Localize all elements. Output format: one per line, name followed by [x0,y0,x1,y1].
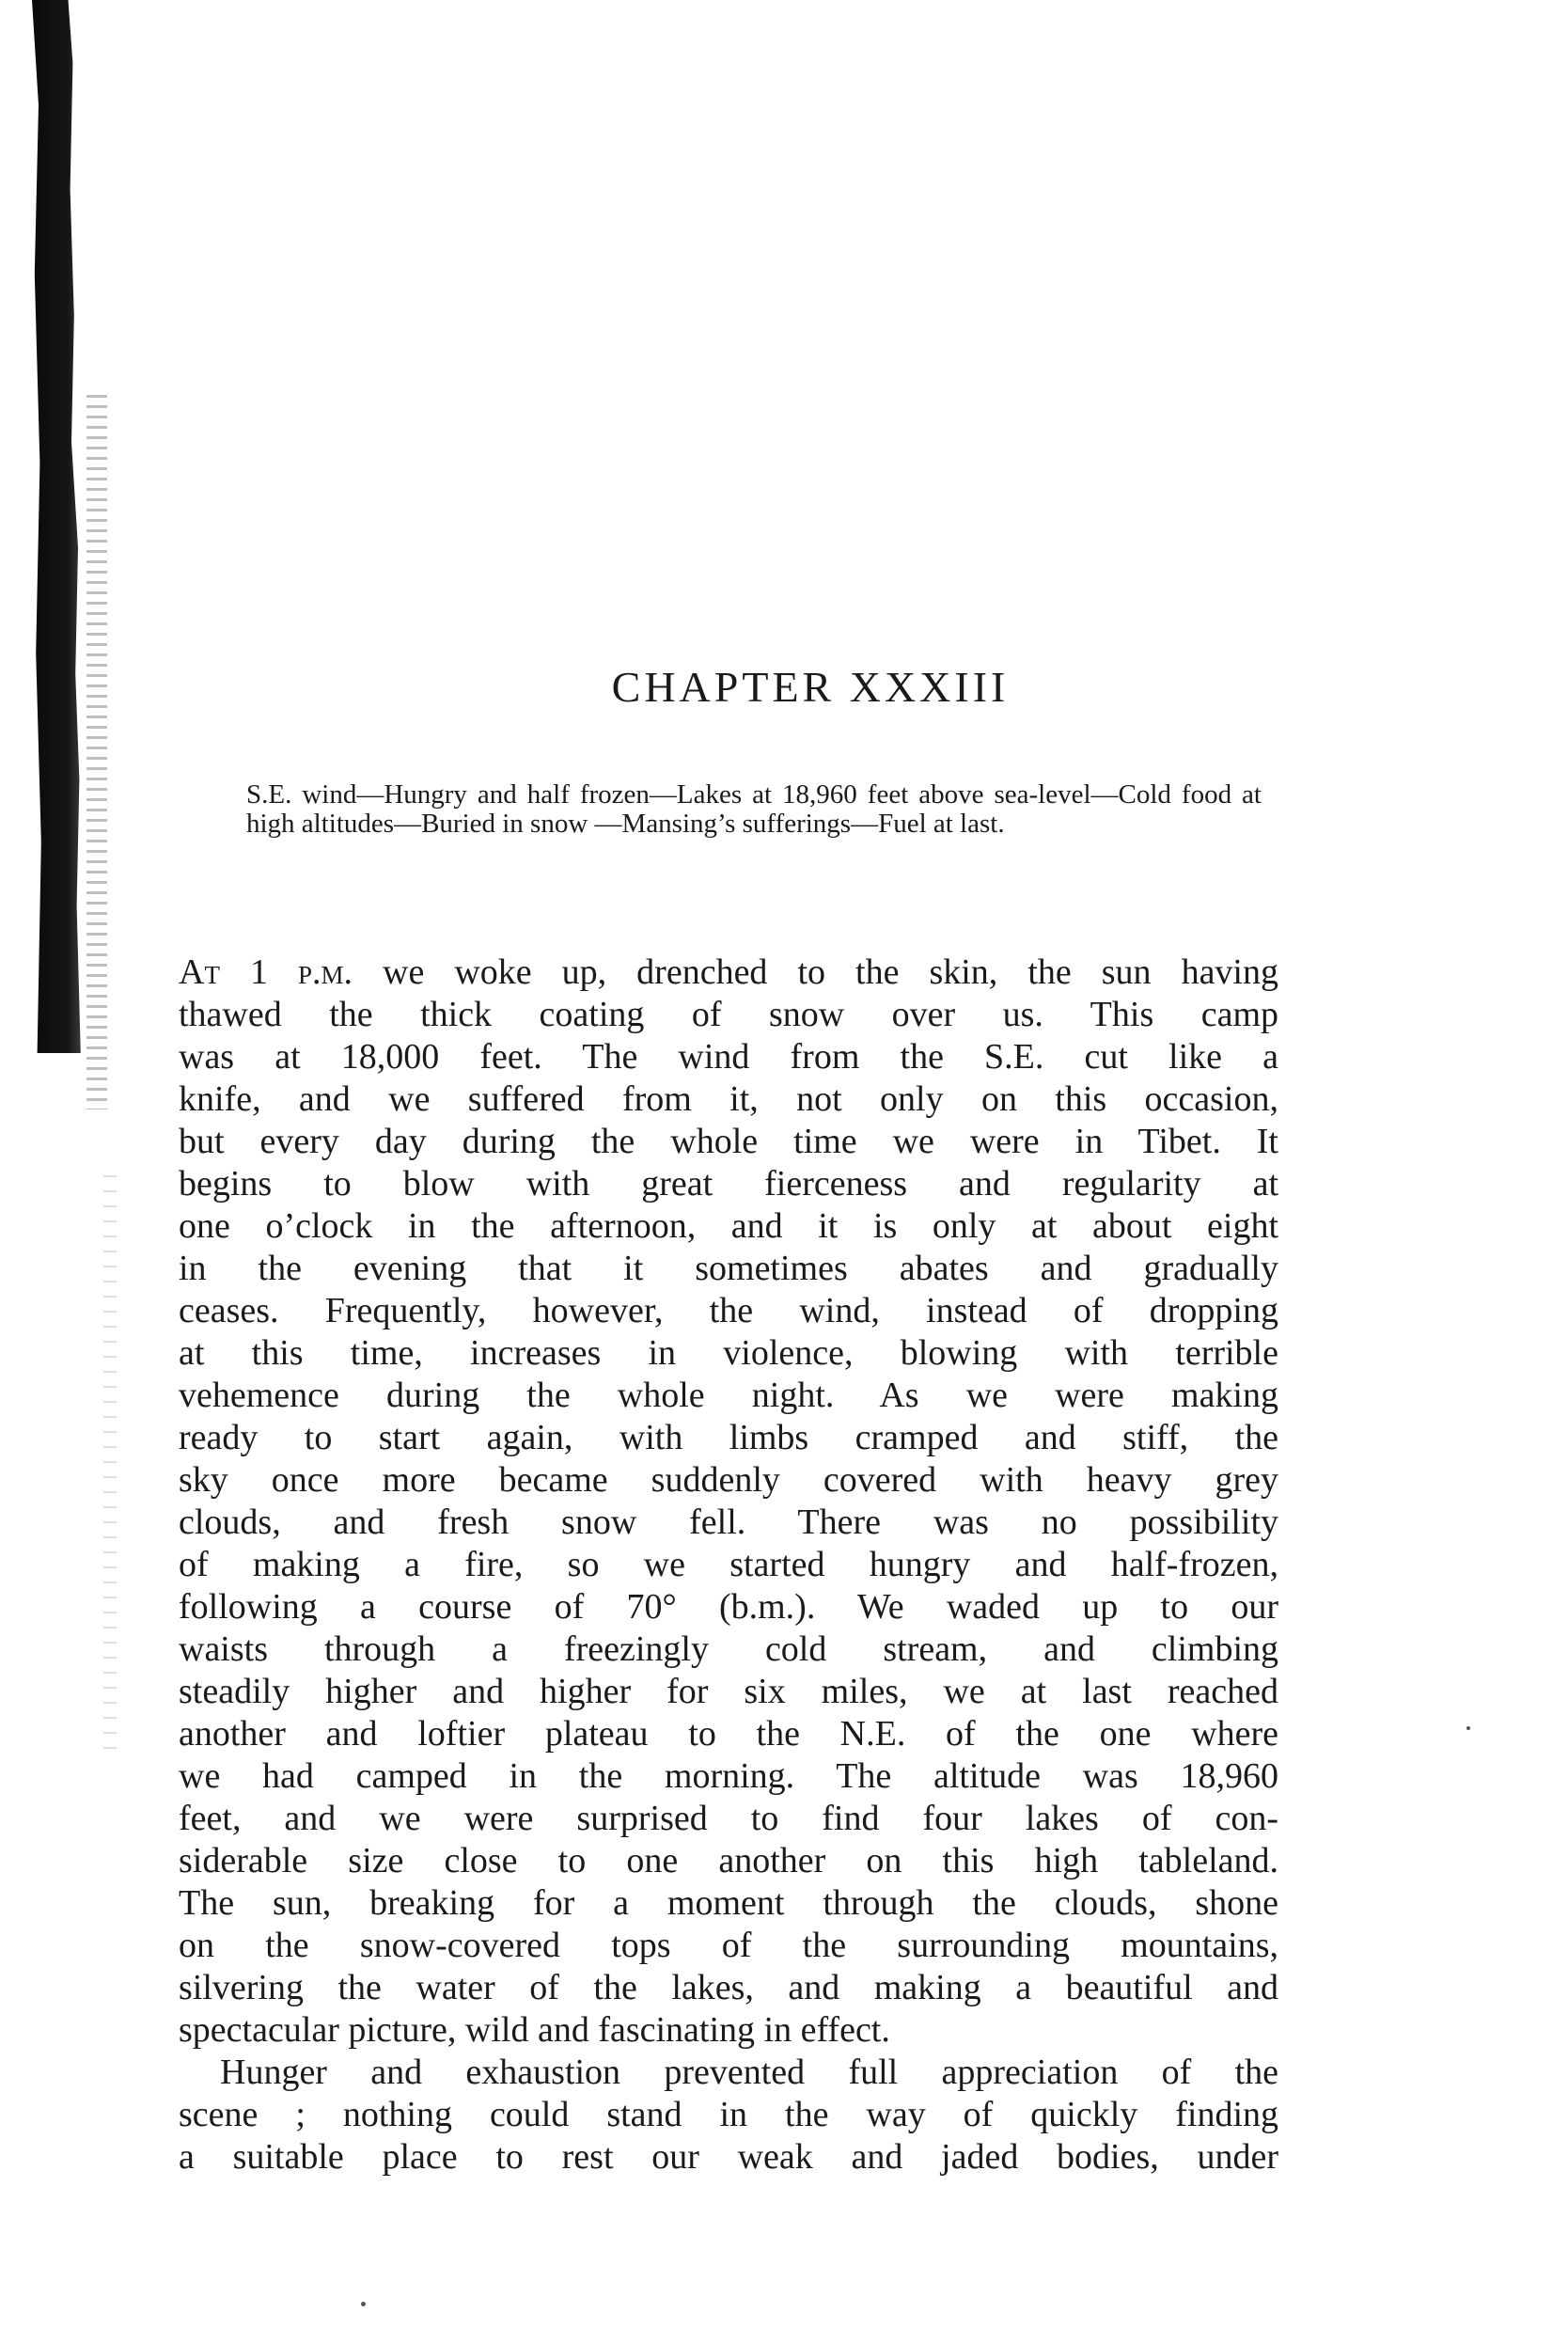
text-line: we had camped in the morning. The altitude was 18,960 [179,1756,1278,1796]
text-line: silvering the water of the lakes, and making a beautiful and [179,1968,1278,2007]
ink-speck [1466,1726,1470,1730]
text-line: steadily higher and higher for six miles, we at last reached [179,1672,1278,1711]
chapter-title: CHAPTER XXXIII [611,663,1010,711]
text-line: was at 18,000 feet. The wind from the S.E. cut like a [179,1037,1278,1077]
lead-in: At 1 [179,952,298,992]
text-line: but every day during the whole time we were in Tibet. It [179,1122,1278,1161]
text-line: in the evening that it sometimes abates and gradually [179,1249,1278,1288]
text-line: ceases. Frequently, however, the wind, instead of dropping [179,1291,1278,1330]
text-line: siderable size close to one another on this high tableland. [179,1841,1278,1880]
text-line: following a course of 70° (b.m.). We waded up to our [179,1587,1278,1627]
text-line: spectacular picture, wild and fascinating in effect. [179,2010,890,2050]
text-line: sky once more became suddenly covered with heavy grey [179,1460,1278,1500]
text-line [179,952,1278,994]
text-line: The sun, breaking for a moment through the clouds, shone [179,1883,1278,1923]
text-line: at this time, increases in violence, blowing with terrible [179,1333,1278,1373]
margin-specks [103,1175,117,1758]
text-line: feet, and we were surprised to find four lakes of con- [179,1799,1278,1838]
time-abbrev: p.m. [297,952,353,992]
text-line: one o’clock in the afternoon, and it is only at about eight [179,1206,1278,1246]
text-line: thawed the thick coating of snow over us. This camp [179,995,1278,1034]
text-line: vehemence during the whole night. As we were making [179,1376,1278,1415]
text-line: knife, and we suffered from it, not only on this occasion, [179,1079,1278,1119]
ink-speck [361,2302,366,2306]
text-line: of making a fire, so we started hungry and half-frozen, [179,1545,1278,1584]
text-line: begins to blow with great fierceness and regularity at [179,1164,1278,1203]
body-text [179,952,1278,2179]
text-line: ready to start again, with limbs cramped and stiff, the [179,1418,1278,1457]
text-line: a suitable place to rest our weak and jaded bodies, under [179,2137,1278,2177]
text-line: another and loftier plateau to the N.E. of the one where [179,1714,1278,1754]
text-line: waists through a freezingly cold stream, and climbing [179,1629,1278,1669]
line-text: we woke up, drenched to the skin, the sun having [353,952,1278,992]
binding-speckle [86,395,107,1109]
chapter-synopsis: S.E. wind—Hungry and half frozen—Lakes at 18,960 feet above sea-level—Cold food at high altitudes—Buried in snow —Mansing’s sufferings—Fuel at last. [246,779,1262,839]
text-line: Hunger and exhaustion prevented full appreciation of the [220,2053,1278,2092]
text-line: scene ; nothing could stand in the way of quickly finding [179,2095,1278,2134]
text-line: clouds, and fresh snow fell. There was no possibility [179,1502,1278,1542]
text-line: on the snow-covered tops of the surrounding mountains, [179,1926,1278,1965]
